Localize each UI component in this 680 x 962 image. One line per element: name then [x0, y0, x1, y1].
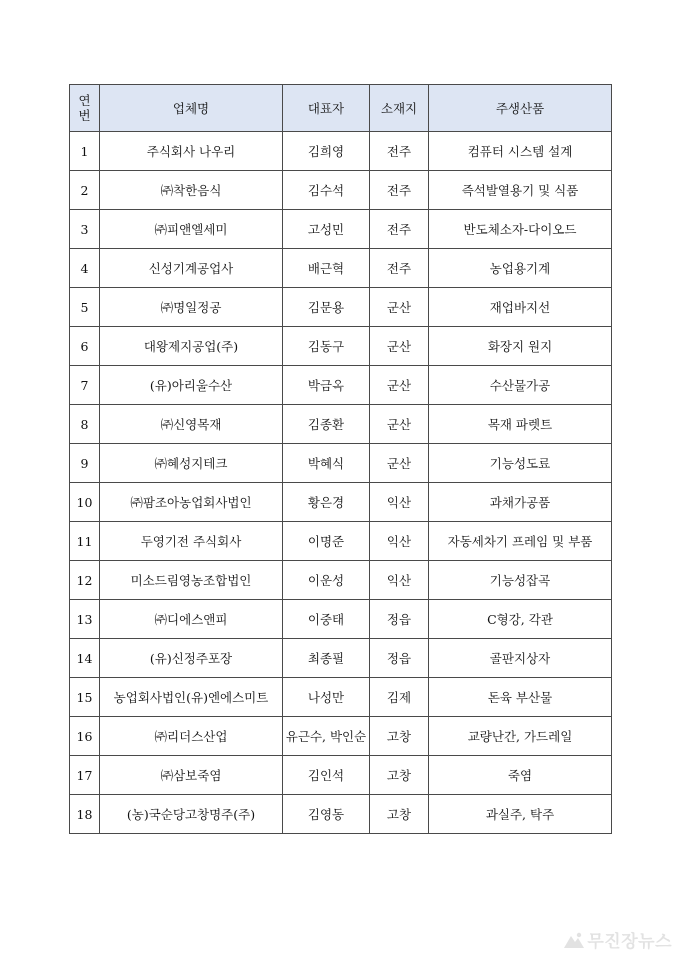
cell-no: 10 — [70, 483, 100, 522]
cell-product: 기능성도료 — [429, 444, 612, 483]
cell-no: 16 — [70, 717, 100, 756]
cell-location: 익산 — [370, 561, 429, 600]
cell-ceo: 김희영 — [283, 132, 370, 171]
cell-ceo: 나성만 — [283, 678, 370, 717]
cell-ceo: 유근수, 박인순 — [283, 717, 370, 756]
cell-location: 군산 — [370, 444, 429, 483]
cell-company: 신성기계공업사 — [100, 249, 283, 288]
cell-no: 5 — [70, 288, 100, 327]
cell-location: 전주 — [370, 210, 429, 249]
cell-product: 죽염 — [429, 756, 612, 795]
cell-product: 목재 파렛트 — [429, 405, 612, 444]
header-company: 업체명 — [100, 85, 283, 132]
header-no-line1: 연 — [78, 93, 91, 108]
cell-no: 1 — [70, 132, 100, 171]
cell-company: ㈜팜조아농업회사법인 — [100, 483, 283, 522]
header-location: 소재지 — [370, 85, 429, 132]
cell-no: 12 — [70, 561, 100, 600]
cell-ceo: 박금옥 — [283, 366, 370, 405]
cell-location: 군산 — [370, 366, 429, 405]
cell-ceo: 이운성 — [283, 561, 370, 600]
cell-product: 컴퓨터 시스템 설계 — [429, 132, 612, 171]
cell-no: 15 — [70, 678, 100, 717]
cell-product: 교량난간, 가드레일 — [429, 717, 612, 756]
table-row — [70, 366, 612, 405]
cell-ceo: 김영동 — [283, 795, 370, 834]
header-no-line2: 번 — [78, 108, 91, 123]
cell-no: 18 — [70, 795, 100, 834]
cell-company: ㈜디에스앤피 — [100, 600, 283, 639]
cell-company: (농)국순당고창명주(주) — [100, 795, 283, 834]
table-row — [70, 288, 612, 327]
cell-location: 전주 — [370, 171, 429, 210]
cell-product: 화장지 원지 — [429, 327, 612, 366]
cell-company: ㈜혜성지테크 — [100, 444, 283, 483]
cell-no: 14 — [70, 639, 100, 678]
cell-location: 고창 — [370, 795, 429, 834]
watermark-text: 무진장뉴스 — [587, 932, 672, 952]
cell-product: 농업용기계 — [429, 249, 612, 288]
table-header — [70, 85, 612, 132]
table-row — [70, 522, 612, 561]
cell-ceo: 김종환 — [283, 405, 370, 444]
cell-company: 두영기전 주식회사 — [100, 522, 283, 561]
cell-product: 수산물가공 — [429, 366, 612, 405]
cell-company: ㈜명일정공 — [100, 288, 283, 327]
table-row — [70, 483, 612, 522]
header-product: 주생산품 — [429, 85, 612, 132]
table-row — [70, 327, 612, 366]
table-row — [70, 444, 612, 483]
cell-ceo: 고성민 — [283, 210, 370, 249]
cell-product: 반도체소자-다이오드 — [429, 210, 612, 249]
header-ceo: 대표자 — [283, 85, 370, 132]
cell-no: 3 — [70, 210, 100, 249]
cell-location: 정읍 — [370, 639, 429, 678]
cell-location: 고창 — [370, 756, 429, 795]
cell-ceo: 김인석 — [283, 756, 370, 795]
cell-company: (유)신정주포장 — [100, 639, 283, 678]
cell-product: 돈육 부산물 — [429, 678, 612, 717]
table-row — [70, 561, 612, 600]
cell-no: 11 — [70, 522, 100, 561]
header-row — [70, 85, 612, 132]
cell-company: 주식회사 나우리 — [100, 132, 283, 171]
header-no — [70, 85, 100, 132]
cell-ceo: 김문용 — [283, 288, 370, 327]
cell-product: C형강, 각관 — [429, 600, 612, 639]
cell-company: ㈜착한음식 — [100, 171, 283, 210]
cell-location: 군산 — [370, 327, 429, 366]
table-row — [70, 795, 612, 834]
company-table — [69, 84, 612, 834]
table-row — [70, 210, 612, 249]
cell-product: 과실주, 탁주 — [429, 795, 612, 834]
cell-product: 자동세차기 프레임 및 부품 — [429, 522, 612, 561]
cell-location: 고창 — [370, 717, 429, 756]
cell-location: 군산 — [370, 288, 429, 327]
table-row — [70, 171, 612, 210]
cell-product: 과채가공품 — [429, 483, 612, 522]
cell-product: 골판지상자 — [429, 639, 612, 678]
table-row — [70, 639, 612, 678]
cell-location: 익산 — [370, 483, 429, 522]
cell-location: 김제 — [370, 678, 429, 717]
cell-product: 재업바지선 — [429, 288, 612, 327]
table-body — [70, 132, 612, 834]
cell-location: 전주 — [370, 132, 429, 171]
cell-company: 대왕제지공업(주) — [100, 327, 283, 366]
watermark — [564, 927, 672, 952]
cell-product: 즉석발열용기 및 식품 — [429, 171, 612, 210]
cell-location: 익산 — [370, 522, 429, 561]
cell-company: ㈜삼보죽염 — [100, 756, 283, 795]
cell-no: 7 — [70, 366, 100, 405]
cell-no: 13 — [70, 600, 100, 639]
table-row — [70, 756, 612, 795]
table-row — [70, 717, 612, 756]
cell-location: 군산 — [370, 405, 429, 444]
cell-no: 17 — [70, 756, 100, 795]
mountain-logo-icon — [564, 932, 584, 948]
cell-company: ㈜피앤엘세미 — [100, 210, 283, 249]
cell-no: 8 — [70, 405, 100, 444]
cell-company: 미소드림영농조합법인 — [100, 561, 283, 600]
cell-ceo: 이중태 — [283, 600, 370, 639]
table-row — [70, 405, 612, 444]
cell-product: 기능성잡곡 — [429, 561, 612, 600]
cell-location: 정읍 — [370, 600, 429, 639]
cell-ceo: 박혜식 — [283, 444, 370, 483]
cell-ceo: 황은경 — [283, 483, 370, 522]
table-row — [70, 678, 612, 717]
cell-ceo: 김수석 — [283, 171, 370, 210]
table-row — [70, 132, 612, 171]
cell-company: ㈜리더스산업 — [100, 717, 283, 756]
cell-company: ㈜신영목재 — [100, 405, 283, 444]
table-row — [70, 600, 612, 639]
cell-no: 2 — [70, 171, 100, 210]
cell-ceo: 최종필 — [283, 639, 370, 678]
cell-company: 농업회사법인(유)엔에스미트 — [100, 678, 283, 717]
cell-ceo: 배근혁 — [283, 249, 370, 288]
cell-company: (유)아리울수산 — [100, 366, 283, 405]
cell-location: 전주 — [370, 249, 429, 288]
cell-ceo: 이명준 — [283, 522, 370, 561]
cell-ceo: 김동구 — [283, 327, 370, 366]
cell-no: 6 — [70, 327, 100, 366]
cell-no: 9 — [70, 444, 100, 483]
table-row — [70, 249, 612, 288]
cell-no: 4 — [70, 249, 100, 288]
